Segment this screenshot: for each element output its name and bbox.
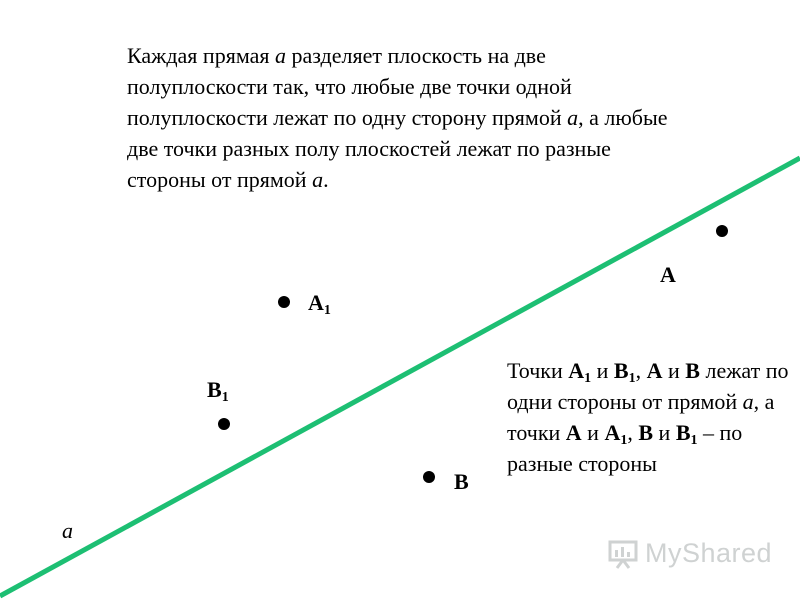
point-A	[716, 225, 728, 237]
label-B: В	[454, 469, 469, 494]
point-A1	[278, 296, 290, 308]
var-a: а	[567, 105, 579, 130]
label-B1: $В_1$	[207, 377, 229, 405]
watermark-text: MyShared	[645, 538, 773, 568]
var-a: а	[274, 43, 286, 68]
definition-text: Каждая прямая а разделяет плоскость на две полуплоскости так, что любые две точки одной полуплоскости лежат по одну сторону прямой а, а любые две точки разных полу плоскостей лежат по разные стороны от прямой а.	[127, 43, 668, 192]
note-text: Точки $А_1$ и $В_1$, А и В лежат по одни стороны от прямой а, а точки А и $А_1$, В и $В_1$ – по разные стороны	[507, 358, 789, 476]
label-line-a: а	[62, 518, 73, 543]
point-B	[423, 471, 435, 483]
point-B1	[218, 418, 230, 430]
presentation-icon	[607, 539, 641, 569]
label-A1: $А_1$	[308, 290, 331, 318]
var-a: а	[312, 167, 324, 192]
watermark	[607, 538, 772, 569]
label-A: А	[660, 262, 676, 287]
